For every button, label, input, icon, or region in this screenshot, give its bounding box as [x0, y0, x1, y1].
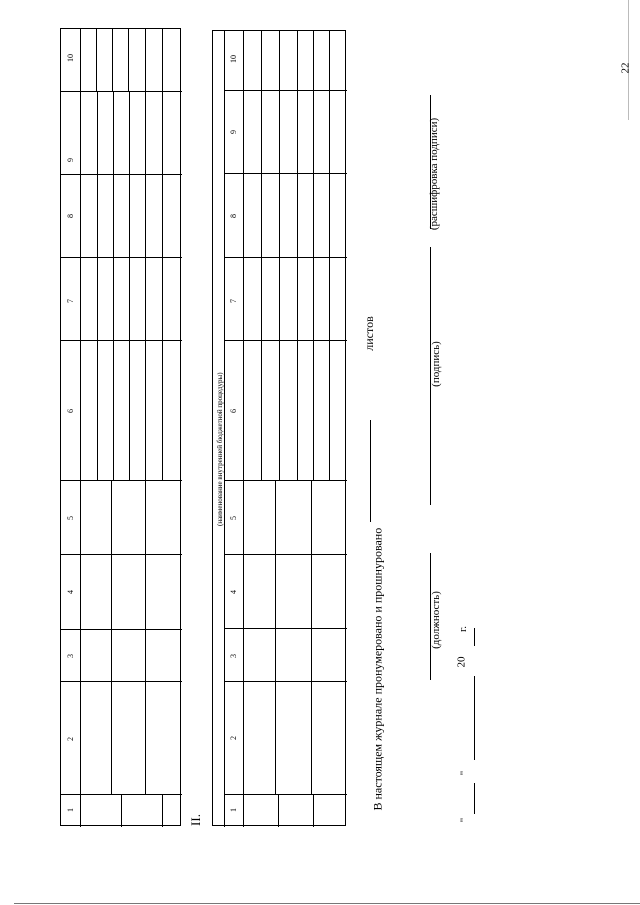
procedure-name-caption: (наименование внутренней бюджетной процедуры)	[216, 372, 224, 526]
date-open-quote: "	[458, 817, 471, 823]
row-line	[278, 794, 279, 827]
col-boundary	[61, 174, 182, 175]
col-boundary	[61, 554, 182, 555]
row-line	[279, 31, 280, 480]
date-close-quote: "	[458, 770, 471, 776]
col-number-1: 1	[229, 808, 238, 812]
journal-table-2	[212, 30, 346, 826]
col-boundary	[61, 91, 182, 92]
section-label: II.	[187, 814, 203, 826]
col-boundary	[61, 480, 182, 481]
col-number-9: 9	[229, 130, 238, 134]
numbered-statement: В настоящем журнале пронумеровано и прошнуровано	[370, 527, 385, 811]
col-boundary	[224, 628, 347, 629]
col-number-6: 6	[229, 409, 238, 413]
journal-table-1	[60, 28, 181, 826]
col-number-3: 3	[229, 654, 238, 658]
day-line	[474, 783, 475, 814]
scan-edge-right	[628, 0, 629, 120]
signature-decoding-caption: (расшифровка подписи)	[428, 117, 441, 231]
caption-strip-divider	[224, 31, 225, 827]
row-line	[97, 91, 98, 480]
scan-edge-bottom	[14, 903, 640, 904]
row-line	[162, 29, 163, 91]
row-line	[145, 29, 146, 91]
position-caption: (должность)	[429, 591, 442, 649]
col-number-8: 8	[229, 214, 238, 218]
year-line	[474, 628, 475, 646]
col-number-5: 5	[66, 516, 75, 520]
row-line	[145, 480, 146, 794]
row-line	[261, 31, 262, 480]
col-number-7: 7	[66, 299, 75, 303]
col-number-10: 10	[229, 55, 238, 63]
year-suffix: г.	[457, 625, 470, 633]
col-number-3: 3	[66, 654, 75, 658]
col-boundary	[224, 794, 347, 795]
col-boundary	[224, 681, 347, 682]
col-boundary	[61, 681, 182, 682]
header-row-divider	[80, 29, 81, 827]
col-number-2: 2	[229, 736, 238, 740]
col-number-1: 1	[66, 808, 75, 812]
sheets-word: листов	[361, 316, 376, 351]
col-number-5: 5	[229, 516, 238, 520]
row-line	[145, 91, 146, 480]
col-number-9: 9	[66, 158, 75, 162]
row-line	[313, 31, 314, 480]
header-row-divider	[243, 31, 244, 827]
col-boundary	[61, 340, 182, 341]
col-boundary	[61, 257, 182, 258]
row-line	[311, 480, 312, 794]
row-line	[162, 91, 163, 480]
col-number-10: 10	[66, 54, 75, 62]
year-prefix: 20	[455, 656, 468, 668]
row-line	[129, 91, 130, 480]
row-line	[112, 29, 113, 91]
col-number-4: 4	[229, 590, 238, 594]
signature-caption: (подпись)	[429, 341, 442, 387]
col-boundary	[61, 629, 182, 630]
row-line	[297, 31, 298, 480]
row-line	[121, 794, 122, 827]
col-boundary	[224, 554, 347, 555]
col-number-6: 6	[66, 409, 75, 413]
row-line	[96, 29, 97, 91]
col-number-7: 7	[229, 299, 238, 303]
col-boundary	[224, 480, 347, 481]
row-line	[128, 29, 129, 91]
month-line	[474, 676, 475, 760]
row-line	[329, 31, 330, 480]
row-line	[111, 480, 112, 794]
col-number-4: 4	[66, 590, 75, 594]
row-line	[313, 794, 314, 827]
col-number-8: 8	[66, 214, 75, 218]
row-line	[113, 91, 114, 480]
page-number: 22	[619, 62, 632, 74]
col-number-2: 2	[66, 737, 75, 741]
row-line	[275, 480, 276, 794]
sheets-count-line	[370, 420, 371, 522]
row-line	[162, 794, 163, 827]
